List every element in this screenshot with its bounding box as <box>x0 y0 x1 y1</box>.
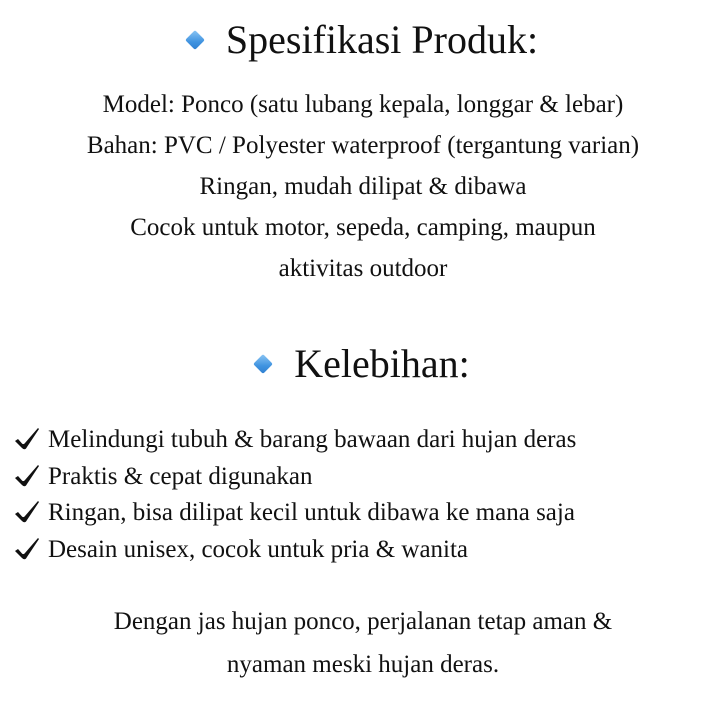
closing-text <box>0 600 726 686</box>
spec-line-suitable-cont: aktivitas outdoor <box>278 255 448 282</box>
closing-line: Dengan jas hujan ponco, perjalanan tetap aman & <box>113 608 613 635</box>
spec-line-light: Ringan, mudah dilipat & dibawa <box>199 173 527 200</box>
check-mark-icon <box>12 426 42 454</box>
spec-line-model: Model: Ponco (satu lubang kepala, longgar & lebar) <box>102 91 624 118</box>
benefit-item <box>12 459 722 496</box>
benefit-item <box>12 422 722 459</box>
benefit-text: Praktis & cepat digunakan <box>48 462 313 490</box>
benefit-text: Ringan, bisa dilipat kecil untuk dibawa ke mana saja <box>48 499 575 526</box>
benefit-text: Desain unisex, cocok untuk pria & wanita <box>48 535 469 563</box>
benefits-heading <box>0 340 726 388</box>
benefit-item <box>12 495 722 532</box>
benefits-heading-text: Kelebihan: <box>294 341 470 386</box>
benefit-list <box>12 422 722 568</box>
check-mark-icon <box>12 463 42 491</box>
benefit-item <box>12 532 722 569</box>
spec-list <box>0 84 726 289</box>
diamond-icon <box>185 30 205 50</box>
spec-heading-text: Spesifikasi Produk: <box>225 17 539 62</box>
spec-line-suitable: Cocok untuk motor, sepeda, camping, maupun <box>130 214 596 241</box>
diamond-icon <box>253 354 273 374</box>
benefit-text: Melindungi tubuh & barang bawaan dari hujan deras <box>48 426 577 453</box>
check-mark-icon <box>12 536 42 564</box>
spec-heading <box>0 16 726 64</box>
closing-line: nyaman meski hujan deras. <box>226 651 500 678</box>
check-mark-icon <box>12 499 42 527</box>
spec-line-material: Bahan: PVC / Polyester waterproof (tergantung varian) <box>86 132 640 159</box>
